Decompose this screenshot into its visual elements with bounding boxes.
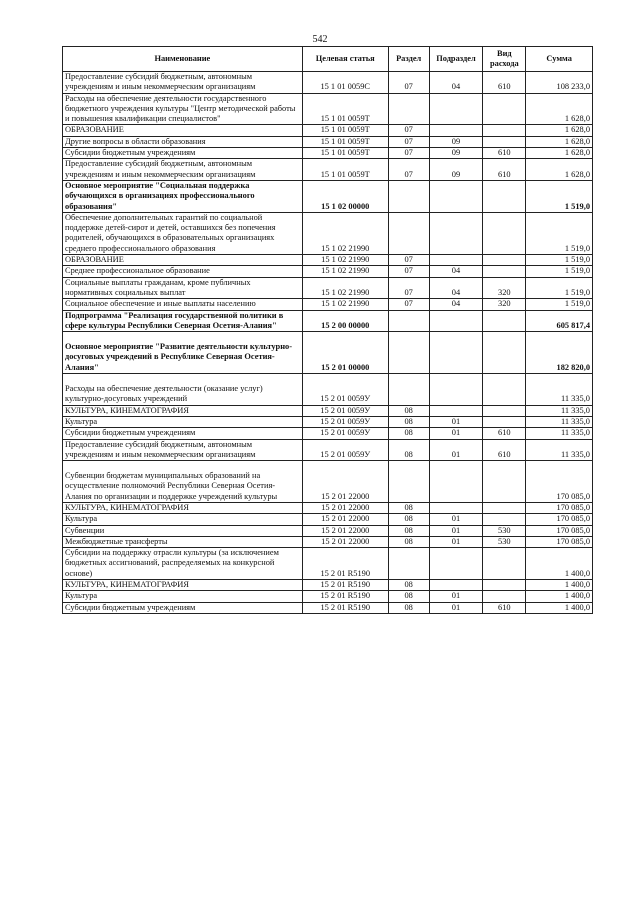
row-article-cell: 15 2 01 22000 bbox=[302, 502, 388, 513]
row-expense-type-cell bbox=[483, 416, 526, 427]
row-subsection-cell: 01 bbox=[429, 591, 483, 602]
row-amount-cell: 170 085,0 bbox=[526, 536, 593, 547]
table-row bbox=[63, 428, 593, 439]
row-subsection-cell: 01 bbox=[429, 514, 483, 525]
table-row bbox=[63, 72, 593, 94]
row-amount-cell: 170 085,0 bbox=[526, 525, 593, 536]
row-amount-cell: 1 519,0 bbox=[526, 212, 593, 254]
row-article-cell: 15 2 01 R5190 bbox=[302, 591, 388, 602]
header-section: Раздел bbox=[388, 47, 429, 72]
table-row bbox=[63, 277, 593, 299]
row-section-cell: 08 bbox=[388, 536, 429, 547]
row-section-cell: 08 bbox=[388, 514, 429, 525]
row-subsection-cell: 01 bbox=[429, 416, 483, 427]
row-subsection-cell bbox=[429, 180, 483, 212]
header-subsection: Подраздел bbox=[429, 47, 483, 72]
row-expense-type-cell bbox=[483, 332, 526, 374]
table-row bbox=[63, 148, 593, 159]
row-article-cell: 15 2 01 R5190 bbox=[302, 548, 388, 580]
row-subsection-cell: 01 bbox=[429, 428, 483, 439]
table-row bbox=[63, 548, 593, 580]
row-name-cell: Предоставление субсидий бюджетным, автономным учреждениям и иным некоммерческим организациям bbox=[63, 72, 303, 94]
row-name-cell: КУЛЬТУРА, КИНЕМАТОГРАФИЯ bbox=[63, 405, 303, 416]
row-section-cell bbox=[388, 374, 429, 406]
row-article-cell: 15 2 01 R5190 bbox=[302, 580, 388, 591]
row-amount-cell: 1 628,0 bbox=[526, 125, 593, 136]
row-subsection-cell bbox=[429, 332, 483, 374]
row-amount-cell: 1 400,0 bbox=[526, 591, 593, 602]
row-article-cell: 15 1 02 00000 bbox=[302, 180, 388, 212]
row-section-cell: 08 bbox=[388, 525, 429, 536]
page-number: 542 bbox=[312, 34, 328, 45]
row-expense-type-cell bbox=[483, 405, 526, 416]
table-row bbox=[63, 332, 593, 374]
row-name-cell: ОБРАЗОВАНИЕ bbox=[63, 125, 303, 136]
row-amount-cell: 182 820,0 bbox=[526, 332, 593, 374]
row-section-cell: 08 bbox=[388, 439, 429, 461]
table-header-row bbox=[63, 47, 593, 72]
table-row bbox=[63, 212, 593, 254]
row-expense-type-cell: 610 bbox=[483, 602, 526, 613]
row-name-cell: Основное мероприятие "Развитие деятельности культурно-досуговых учреждений в Республике Северная Осетия-Алания" bbox=[63, 332, 303, 374]
row-name-cell: Субсидии на поддержку отрасли культуры (за исключением бюджетных ассигнований, распределяемых на конкурсной основе) bbox=[63, 548, 303, 580]
row-name-cell: Социальное обеспечение и иные выплаты населению bbox=[63, 299, 303, 310]
row-amount-cell: 1 519,0 bbox=[526, 255, 593, 266]
row-subsection-cell bbox=[429, 374, 483, 406]
row-amount-cell: 1 519,0 bbox=[526, 277, 593, 299]
row-subsection-cell: 09 bbox=[429, 159, 483, 181]
row-expense-type-cell: 530 bbox=[483, 525, 526, 536]
row-expense-type-cell bbox=[483, 580, 526, 591]
row-article-cell: 15 1 02 21990 bbox=[302, 212, 388, 254]
row-section-cell: 07 bbox=[388, 159, 429, 181]
row-section-cell bbox=[388, 548, 429, 580]
row-subsection-cell: 04 bbox=[429, 72, 483, 94]
row-amount-cell: 11 335,0 bbox=[526, 405, 593, 416]
row-article-cell: 15 1 01 0059Т bbox=[302, 93, 388, 125]
row-expense-type-cell bbox=[483, 266, 526, 277]
row-amount-cell: 1 628,0 bbox=[526, 93, 593, 125]
row-section-cell: 07 bbox=[388, 277, 429, 299]
row-article-cell: 15 2 01 0059У bbox=[302, 405, 388, 416]
row-expense-type-cell bbox=[483, 255, 526, 266]
row-expense-type-cell bbox=[483, 502, 526, 513]
row-section-cell bbox=[388, 310, 429, 332]
row-expense-type-cell bbox=[483, 310, 526, 332]
row-expense-type-cell bbox=[483, 514, 526, 525]
row-expense-type-cell bbox=[483, 461, 526, 503]
row-section-cell bbox=[388, 212, 429, 254]
row-name-cell: ОБРАЗОВАНИЕ bbox=[63, 255, 303, 266]
row-section-cell: 08 bbox=[388, 405, 429, 416]
row-amount-cell: 170 085,0 bbox=[526, 514, 593, 525]
row-section-cell: 08 bbox=[388, 580, 429, 591]
header-amount: Сумма bbox=[526, 47, 593, 72]
row-expense-type-cell bbox=[483, 212, 526, 254]
table-row bbox=[63, 602, 593, 613]
row-amount-cell: 1 628,0 bbox=[526, 159, 593, 181]
row-section-cell: 07 bbox=[388, 299, 429, 310]
header-name: Наименование bbox=[63, 47, 303, 72]
row-name-cell: Культура bbox=[63, 514, 303, 525]
row-subsection-cell bbox=[429, 125, 483, 136]
header-article: Целевая статья bbox=[302, 47, 388, 72]
row-expense-type-cell bbox=[483, 591, 526, 602]
row-name-cell: Субвенции bbox=[63, 525, 303, 536]
table-row bbox=[63, 136, 593, 147]
row-name-cell: Обеспечение дополнительных гарантий по социальной поддержке детей-сирот и детей, оставшихся без попечения родителей, обучающихся в образовательных организациях среднего профессионального образования bbox=[63, 212, 303, 254]
row-section-cell: 07 bbox=[388, 136, 429, 147]
row-subsection-cell: 04 bbox=[429, 266, 483, 277]
budget-table bbox=[62, 46, 593, 614]
row-section-cell: 07 bbox=[388, 72, 429, 94]
table-row bbox=[63, 525, 593, 536]
table-row bbox=[63, 159, 593, 181]
row-article-cell: 15 2 01 00000 bbox=[302, 332, 388, 374]
row-name-cell: Субсидии бюджетным учреждениям bbox=[63, 148, 303, 159]
row-section-cell: 08 bbox=[388, 602, 429, 613]
row-amount-cell: 11 335,0 bbox=[526, 374, 593, 406]
row-section-cell: 08 bbox=[388, 502, 429, 513]
row-expense-type-cell: 610 bbox=[483, 72, 526, 94]
row-name-cell: Культура bbox=[63, 416, 303, 427]
row-name-cell: Другие вопросы в области образования bbox=[63, 136, 303, 147]
row-subsection-cell: 01 bbox=[429, 602, 483, 613]
table-row bbox=[63, 439, 593, 461]
row-name-cell: Расходы на обеспечение деятельности (оказание услуг) культурно-досуговых учреждений bbox=[63, 374, 303, 406]
row-amount-cell: 108 233,0 bbox=[526, 72, 593, 94]
row-subsection-cell: 04 bbox=[429, 299, 483, 310]
row-subsection-cell: 09 bbox=[429, 148, 483, 159]
row-name-cell: Субсидии бюджетным учреждениям bbox=[63, 602, 303, 613]
row-section-cell: 08 bbox=[388, 591, 429, 602]
row-name-cell: КУЛЬТУРА, КИНЕМАТОГРАФИЯ bbox=[63, 502, 303, 513]
row-expense-type-cell: 320 bbox=[483, 299, 526, 310]
row-name-cell: Предоставление субсидий бюджетным, автономным учреждениям и иным некоммерческим организациям bbox=[63, 159, 303, 181]
row-subsection-cell bbox=[429, 255, 483, 266]
row-subsection-cell bbox=[429, 93, 483, 125]
table-row bbox=[63, 591, 593, 602]
table-row bbox=[63, 514, 593, 525]
row-amount-cell: 11 335,0 bbox=[526, 439, 593, 461]
row-amount-cell: 1 400,0 bbox=[526, 602, 593, 613]
row-article-cell: 15 1 01 0059Т bbox=[302, 159, 388, 181]
row-section-cell: 07 bbox=[388, 266, 429, 277]
row-name-cell: Межбюджетные трансферты bbox=[63, 536, 303, 547]
row-expense-type-cell bbox=[483, 136, 526, 147]
row-amount-cell: 605 817,4 bbox=[526, 310, 593, 332]
row-article-cell: 15 1 01 0059Т bbox=[302, 125, 388, 136]
row-amount-cell: 1 519,0 bbox=[526, 266, 593, 277]
row-section-cell bbox=[388, 180, 429, 212]
row-article-cell: 15 2 01 0059У bbox=[302, 439, 388, 461]
row-article-cell: 15 2 01 0059У bbox=[302, 416, 388, 427]
row-article-cell: 15 1 01 0059Т bbox=[302, 148, 388, 159]
row-amount-cell: 170 085,0 bbox=[526, 502, 593, 513]
row-name-cell: Подпрограмма "Реализация государственной политики в сфере культуры Республики Северная Осетия-Алания" bbox=[63, 310, 303, 332]
row-amount-cell: 11 335,0 bbox=[526, 428, 593, 439]
row-amount-cell: 170 085,0 bbox=[526, 461, 593, 503]
row-article-cell: 15 1 01 0059С bbox=[302, 72, 388, 94]
row-expense-type-cell: 610 bbox=[483, 159, 526, 181]
row-name-cell: Предоставление субсидий бюджетным, автономным учреждениям и иным некоммерческим организациям bbox=[63, 439, 303, 461]
row-name-cell: Субвенции бюджетам муниципальных образований на осуществление полномочий Республики Северная Осетия-Алания по организации и поддержке учреждений культуры bbox=[63, 461, 303, 503]
table-row bbox=[63, 93, 593, 125]
table-row bbox=[63, 266, 593, 277]
row-article-cell: 15 2 01 22000 bbox=[302, 461, 388, 503]
row-article-cell: 15 2 01 22000 bbox=[302, 536, 388, 547]
row-subsection-cell bbox=[429, 461, 483, 503]
table-row bbox=[63, 255, 593, 266]
row-amount-cell: 1 519,0 bbox=[526, 299, 593, 310]
row-article-cell: 15 2 00 00000 bbox=[302, 310, 388, 332]
row-expense-type-cell bbox=[483, 180, 526, 212]
row-expense-type-cell bbox=[483, 93, 526, 125]
row-expense-type-cell bbox=[483, 374, 526, 406]
row-amount-cell: 1 628,0 bbox=[526, 136, 593, 147]
table-row bbox=[63, 310, 593, 332]
row-subsection-cell: 01 bbox=[429, 536, 483, 547]
row-expense-type-cell: 320 bbox=[483, 277, 526, 299]
row-subsection-cell bbox=[429, 405, 483, 416]
row-article-cell: 15 2 01 0059У bbox=[302, 428, 388, 439]
row-name-cell: Среднее профессиональное образование bbox=[63, 266, 303, 277]
row-name-cell: Субсидии бюджетным учреждениям bbox=[63, 428, 303, 439]
table-row bbox=[63, 502, 593, 513]
table-row bbox=[63, 580, 593, 591]
row-subsection-cell bbox=[429, 580, 483, 591]
row-subsection-cell: 09 bbox=[429, 136, 483, 147]
row-article-cell: 15 2 01 R5190 bbox=[302, 602, 388, 613]
header-expense-type: Вид расхода bbox=[483, 47, 526, 72]
row-expense-type-cell bbox=[483, 125, 526, 136]
table-row bbox=[63, 374, 593, 406]
row-article-cell: 15 1 02 21990 bbox=[302, 266, 388, 277]
row-section-cell: 08 bbox=[388, 416, 429, 427]
table-row bbox=[63, 416, 593, 427]
table-row bbox=[63, 125, 593, 136]
row-amount-cell: 1 519,0 bbox=[526, 180, 593, 212]
row-name-cell: Основное мероприятие "Социальная поддержка обучающихся в организациях профессионального образования" bbox=[63, 180, 303, 212]
row-subsection-cell: 01 bbox=[429, 525, 483, 536]
row-article-cell: 15 2 01 22000 bbox=[302, 514, 388, 525]
row-subsection-cell: 04 bbox=[429, 277, 483, 299]
row-expense-type-cell: 610 bbox=[483, 428, 526, 439]
table-row bbox=[63, 536, 593, 547]
row-amount-cell: 11 335,0 bbox=[526, 416, 593, 427]
row-expense-type-cell bbox=[483, 548, 526, 580]
row-article-cell: 15 1 02 21990 bbox=[302, 277, 388, 299]
row-expense-type-cell: 610 bbox=[483, 439, 526, 461]
row-article-cell: 15 1 02 21990 bbox=[302, 299, 388, 310]
row-section-cell: 07 bbox=[388, 255, 429, 266]
row-amount-cell: 1 628,0 bbox=[526, 148, 593, 159]
row-section-cell bbox=[388, 332, 429, 374]
row-amount-cell: 1 400,0 bbox=[526, 548, 593, 580]
row-article-cell: 15 2 01 22000 bbox=[302, 525, 388, 536]
table-row bbox=[63, 180, 593, 212]
table-row bbox=[63, 461, 593, 503]
row-article-cell: 15 2 01 0059У bbox=[302, 374, 388, 406]
row-amount-cell: 1 400,0 bbox=[526, 580, 593, 591]
row-article-cell: 15 1 02 21990 bbox=[302, 255, 388, 266]
row-section-cell: 07 bbox=[388, 125, 429, 136]
row-section-cell: 08 bbox=[388, 428, 429, 439]
row-name-cell: Расходы на обеспечение деятельности государственного бюджетного учреждения культуры "Центр методической работы и повышения квалификации специалистов" bbox=[63, 93, 303, 125]
row-subsection-cell bbox=[429, 502, 483, 513]
row-subsection-cell: 01 bbox=[429, 439, 483, 461]
table-row bbox=[63, 405, 593, 416]
row-name-cell: КУЛЬТУРА, КИНЕМАТОГРАФИЯ bbox=[63, 580, 303, 591]
table-row bbox=[63, 299, 593, 310]
row-expense-type-cell: 610 bbox=[483, 148, 526, 159]
row-subsection-cell bbox=[429, 548, 483, 580]
row-subsection-cell bbox=[429, 310, 483, 332]
row-article-cell: 15 1 01 0059Т bbox=[302, 136, 388, 147]
row-name-cell: Социальные выплаты гражданам, кроме публичных нормативных социальных выплат bbox=[63, 277, 303, 299]
row-subsection-cell bbox=[429, 212, 483, 254]
row-section-cell bbox=[388, 93, 429, 125]
row-section-cell bbox=[388, 461, 429, 503]
row-name-cell: Культура bbox=[63, 591, 303, 602]
row-expense-type-cell: 530 bbox=[483, 536, 526, 547]
row-section-cell: 07 bbox=[388, 148, 429, 159]
